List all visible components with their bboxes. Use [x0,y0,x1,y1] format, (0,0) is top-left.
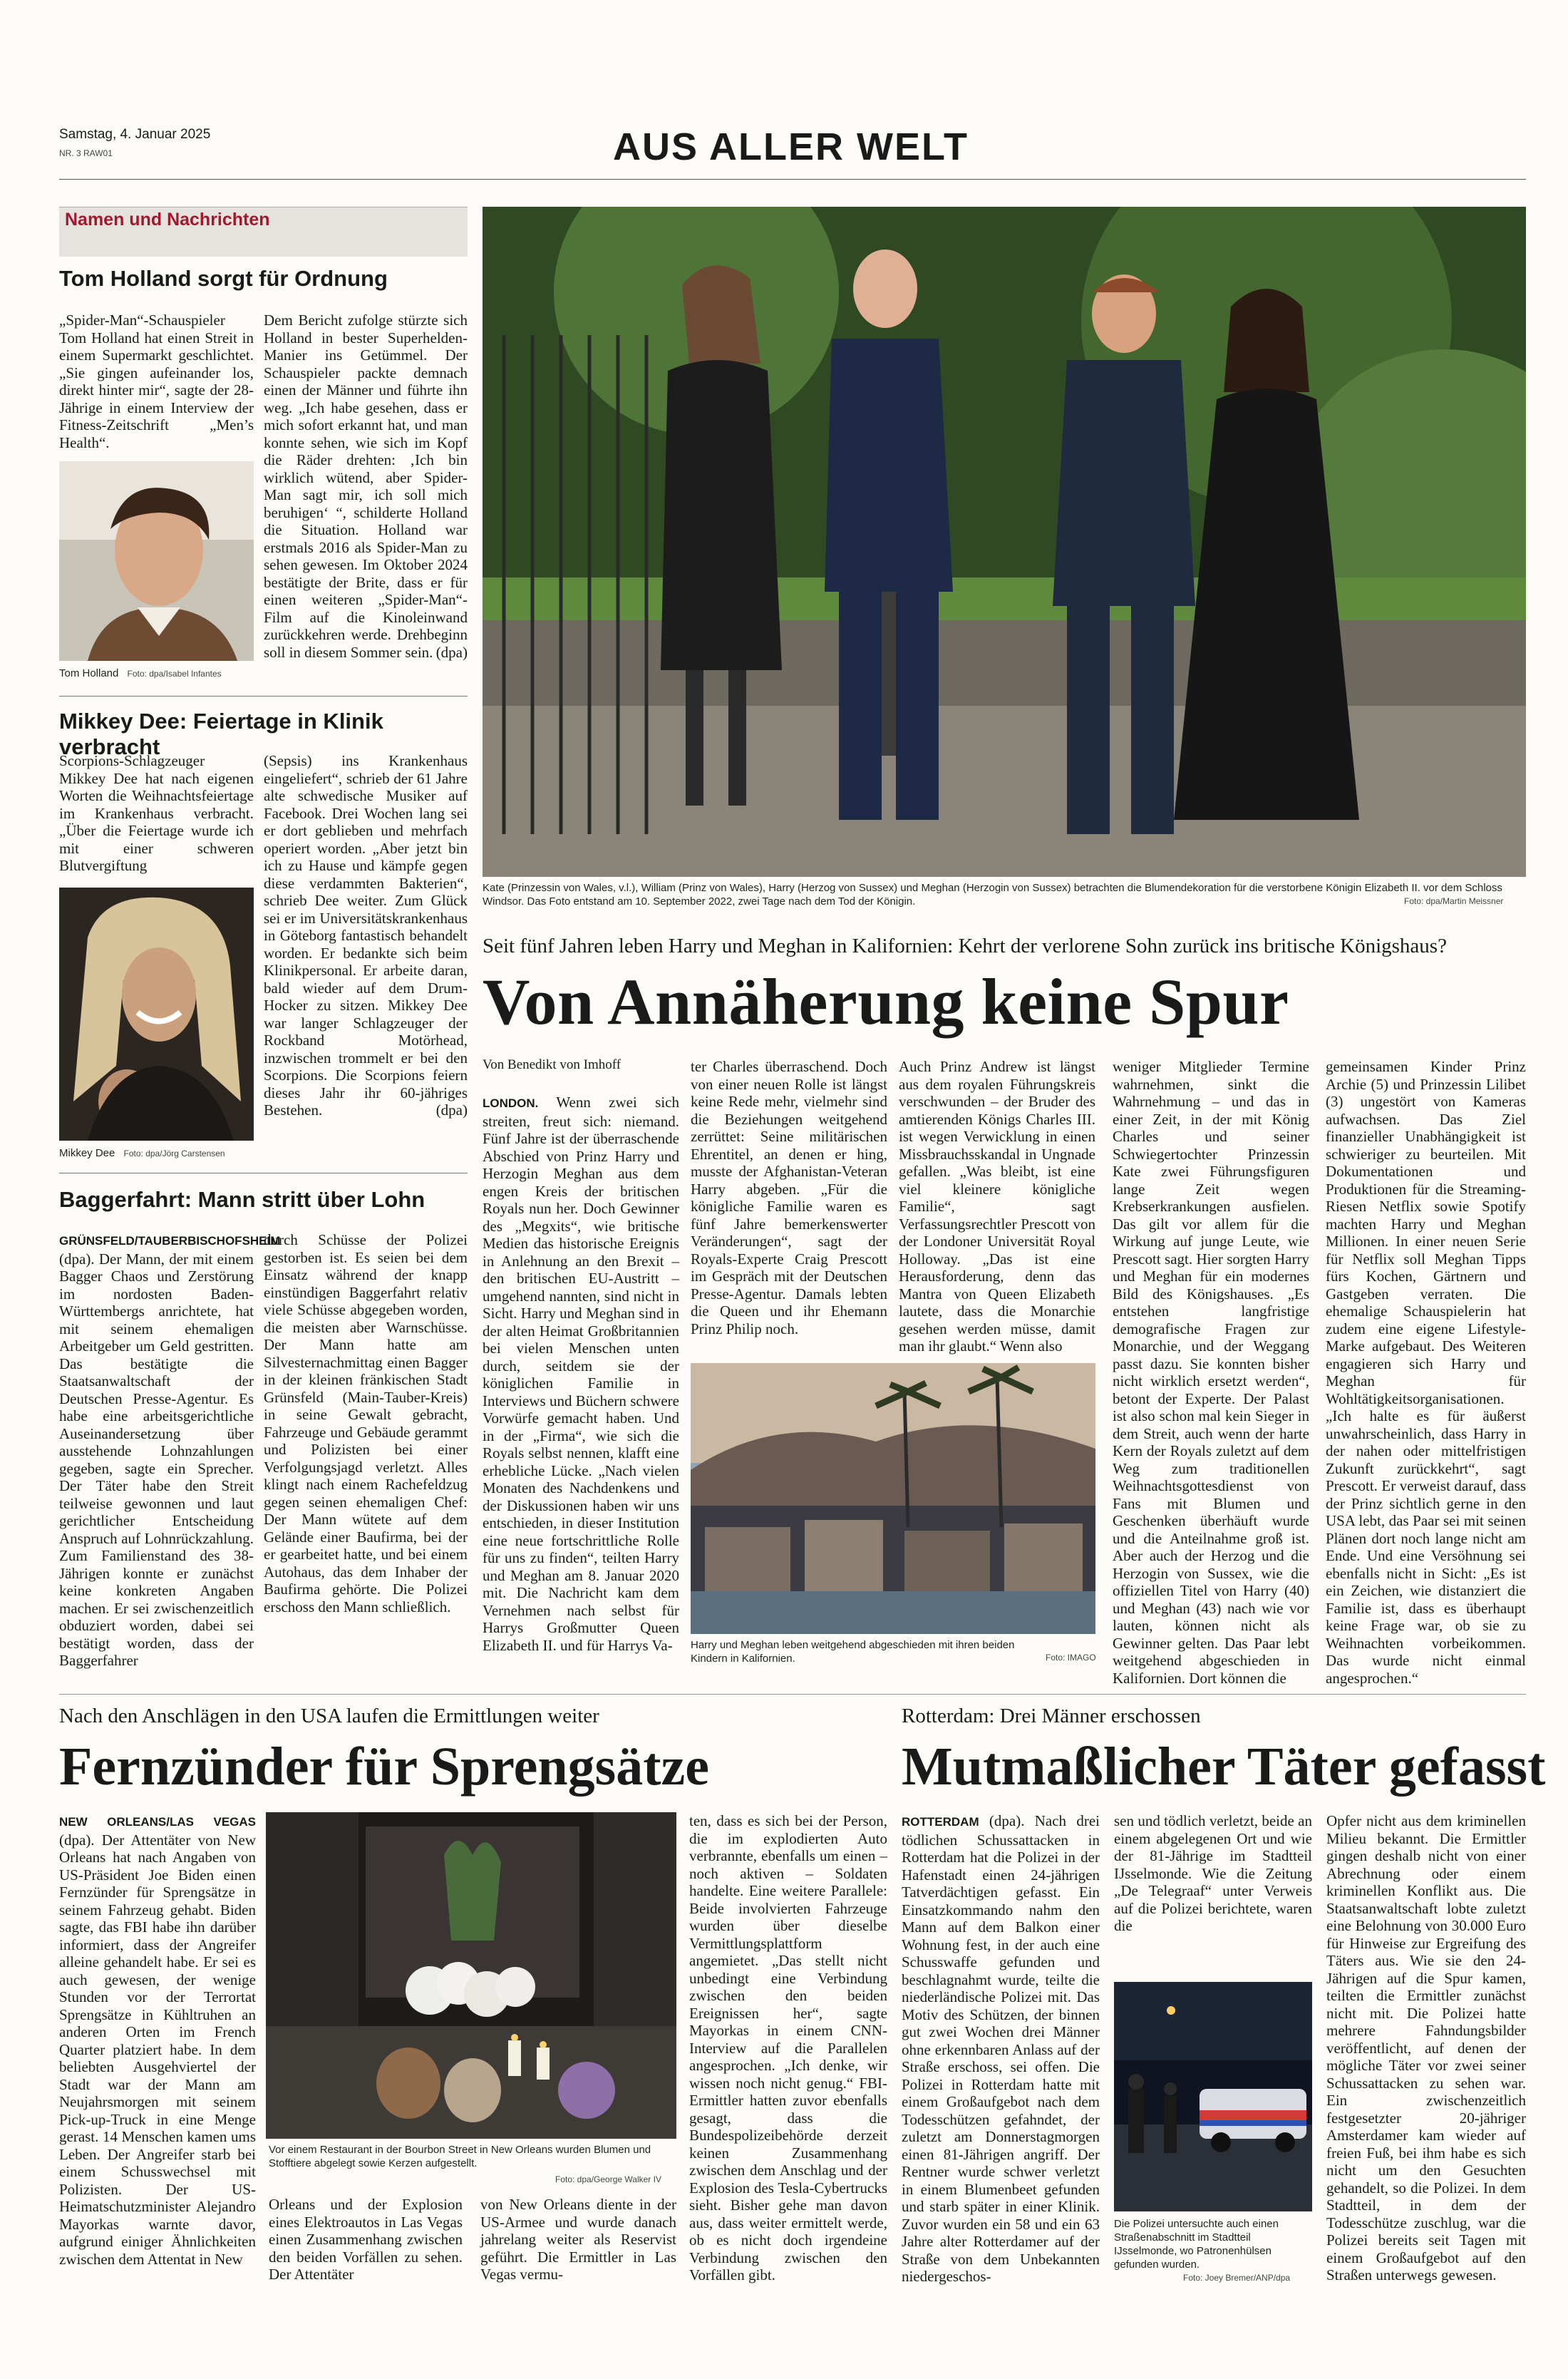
royals-photo-credit: Foto: dpa/Martin Meissner [1404,896,1504,906]
usa-col1-text: (dpa). Der Attentäter von New Orleans hat nach Angaben von US-Präsident Joe Biden einen Fernzünder für Sprengsätze in seinem Fahrzeug gehabt. Biden sagte, das FBI habe ihn darüber informiert, dass der Angreifer alleine gehandelt habe. Er sei es auch gewesen, der wenige Stunden vor der Terrortat Sprengsätze in Kühltruhen an anderen Orten im French Quarter platziert habe. In dem beliebten Ausgehviertel der Stadt war der Mann am Neujahrsmorgen mit seinem Pick-up-Truck in eine Menge gerast. 14 Menschen kamen ums Leben. Der Angreifer starb bei einem Schusswechsel mit Polizisten. Der US-Heimatschutzminister Alejandro Mayorkas warnte davor, aufgrund einiger Ähnlichkeiten zwischen dem Attentat in New [59,1831,256,2268]
new-orleans-credit: Foto: dpa/George Walker IV [555,2174,661,2184]
dee-col2 [264,752,468,1119]
bagger-col2: durch Schüsse der Polizei gestorben ist. Es seien bei dem Einsatz während der knapp einstündigen Baggerfahrt relativ viele Schüsse abgegeben worden, die meisten aber Warnschüsse. Der Mann hatte am Silvesternachmittag einen Bagger in der kleinen fränkischen Stadt Grünsfeld (Main-Tauber-Kreis) in seine Gewalt gebracht, Fahrzeuge und Gebäude gerammt und Polizisten bei einer Verfolgungsjagd verletzt. Alles klingt nach einem Rachefeldzug gegen seinen ehemaligen Chef: Der Mann wütete auf dem Gelände einer Baufirma, bei der er gearbeitet hatte, und bei einem Autohaus, das dem Inhaber der Baufirma gehörte. Die Polizei erschoss den Mann schließlich. [264,1231,468,1615]
holland-caption [59,667,254,681]
header-rule [59,179,1526,180]
holland-col2 [264,312,468,661]
rotterdam-dateline: ROTTERDAM [902,1815,979,1829]
royals-dateline: LONDON. [483,1096,539,1110]
usa-headline: Fernzünder für Sprengsätze [59,1737,709,1797]
bottom-section-rule [59,1694,1526,1695]
names-box-label-bar [59,207,468,257]
holland-col1: „Spider-Man“-Schauspieler Tom Holland hat einen Streit in einem Supermarkt geschlichtet. „Sie gingen aufeinander los, direkt hinter mir“, sagte der 28-Jährige in einem Interview der Fitness-Zeitschrift „Men’s Health“. [59,312,254,451]
dee-title: Mikkey Dee: Feiertage in Klinik verbracht [59,709,383,759]
new-orleans-caption: Vor einem Restaurant in der Bourbon Street in New Orleans wurden Blumen und Stofftiere abgelegt sowie Kerzen aufgestellt. [269,2144,651,2169]
rotterdam-col3: Opfer nicht aus dem kriminellen Milieu bekannt. Die Ermittler gingen deshalb nicht von einer Abrechnung oder einem kriminellen Konflikt aus. Die Staatsanwaltschaft lobte zuletzt eine Belohnung von 30.000 Euro für Hinweise zur Ergreifung des Täters aus. Wie sie den 24-Jährigen auf die Spur kamen, teilten die Ermittler zunächst nicht mit. Die Polizei hatte mehrere Fahndungsbilder veröffentlicht, auf denen der mögliche Täter vor zwei seiner Schussattacken zu sehen war. Ein zwischenzeitlich festgesetzter 20-jähriger Amsterdamer kam wieder auf freien Fuß, bei ihm habe es sich nicht um den Gesuchten gehandelt, so die Polizei. In dem Stadtteil, in dem der Todesschütze zuschlug, war die Polizei bereits seit Tagen mit einem Großaufgebot auf den Straßen unterwegs gewesen. [1326,1812,1526,2283]
issue-date: Samstag, 4. Januar 2025 [59,127,211,142]
usa-dateline: NEW ORLEANS/LAS VEGAS [59,1815,256,1829]
dee-photo [59,888,254,1141]
rotterdam-col2a: sen und tödlich verletzt, beide an einem abgelegenen Ort und wie der 81-Jährige im Stadtteil IJsselmonde. Wie die Zeitung „De Telegraaf“ unter Verweis auf die Polizei berichtete, waren die [1114,1812,1312,1934]
royals-kicker: Seit fünf Jahren leben Harry und Meghan in Kalifornien: Kehrt der verlorene Sohn zurück ins britische Königshaus? [483,935,1447,957]
dee-agency: (dpa) [435,1101,468,1119]
rotterdam-caption: Die Polizei untersuchte auch einen Straßenabschnitt im Stadtteil IJsselmonde, wo Patronenhülsen gefunden wurden. [1114,2218,1279,2271]
bagger-col1 [59,1231,281,1670]
california-caption: Harry und Meghan leben weitgehend abgeschieden mit ihren beiden Kindern in Kalifornien. [691,1639,1015,1665]
bagger-col1-text: (dpa). Der Mann, der mit einem Bagger Chaos und Zerstörung im nordosten Baden-Württembergs anrichtete, hat mit seinem ehemaligen Arbeitgeber um Geld gestritten. Das bestätigte die Staatsanwaltschaft der Deutschen Presse-Agentur. Es habe eine arbeitsgerichtliche Auseinandersetzung über ausstehende Lohnzahlungen gegeben, sagte ein Sprecher. Der Täter habe den Streit teilweise gewonnen und laut gerichtlicher Entscheidung Anspruch auf Lohnrückzahlung. Zum Familienstand des 38-Jährigen konnte er zunächst keine konkreten Angaben machen. Er sei zwischenzeitlich obduziert worden, dabei sei bestätigt worden, dass der Baggerfahrer [59,1250,254,1669]
dee-caption-name: Mikkey Dee [59,1147,115,1159]
california-credit: Foto: IMAGO [1046,1653,1096,1663]
royals-col1 [483,1094,679,1654]
divider-holland-dee [59,696,468,697]
holland-caption-name: Tom Holland [59,667,119,679]
rotterdam-col1-text: (dpa). Nach drei tödlichen Schussattacken in Rotterdam hat die Polizei in der Hafenstadt einen 24-jährigen Tatverdächtigen gefasst. Ein Einsatzkommando nahm den Mann auf dem Balkon einer Wohnung fest, in der auch eine Schusswaffe gefunden und beschlagnahmt wurde, teilte die niederländische Polizei mit. Das Motiv des Schützen, der binnen gut zwei Wochen drei Männer ohne erkennbaren Anlass auf der Straße erschoss, sei offen. Die Polizei in Rotterdam hatte mit einem Großaufgebot nach dem Todesschützen gefahndet, der zuletzt am Donnerstagmorgen einen 81-Jährigen angriff. Der Rentner wurde schwer verletzt in einem Blumenbeet gefunden und starb später in einer Klinik. Zuvor wurden ein 58 und ein 63 Jahre alter Rotterdamer auf der Straße von dem Unbekannten niedergeschos- [902,1812,1100,2285]
usa-col1 [59,1812,256,2268]
royals-col3: Auch Prinz Andrew ist längst aus dem royalen Führungskreis verschwunden – der Bruder des amtierenden Königs Charles III. ist wegen Verwicklung in einen Missbrauchsskandal in Ungnade gefallen. „Was bleibt, ist eine viel kleinere königliche Familie“, sagt Verfassungsrechtler Prescott von der Londoner Universität Royal Holloway. „Das ist eine Herausforderung, denn das Mantra von Queen Elizabeth lautete, dass die Monarchie gesehen werden müsse, damit man ihr glaubt.“ Wenn also [899,1058,1095,1355]
royals-headline: Von Annäherung keine Spur [483,965,1289,1038]
dee-col2-text: (Sepsis) ins Krankenhaus eingeliefert“, schrieb der 61 Jahre alte schwedische Musiker auf Facebook. Drei Wochen lang sei er dort geblieben und mehrfach operiert worden. „Aber jetzt bin ich zu Hause und kämpfe gegen diese verdammten Bakterien“, schrieb Dee weiter. Zum Glück sei er im Universitätskrankenhaus in Göteborg fantastisch behandelt worden. Er bedankte sich beim Klinikpersonal. Er arbeite daran, bald wieder auf dem Drum-Hocker zu sitzen. Mikkey Dee war langer Schlagzeuger der Rockband Motörhead, inzwischen trommelt er bei den Scorpions. Die Scorpions feiern dieses Jahr ihr 60-jähriges Bestehen. [264,752,468,1119]
rotterdam-kicker: Rotterdam: Drei Männer erschossen [902,1705,1201,1727]
usa-bottom2: von New Orleans diente in der US-Armee und wurde danach jahrelang weiter als Reservist geführt. Die Ermittler in Las Vegas vermu- [480,2196,676,2283]
royals-col5: gemeinsamen Kinder Prinz Archie (5) und Prinzessin Lilibet (3) ungestört von Kameras aufwachsen. Das Ziel finanzieller Unabhängigkeit ist schwieriger zu beurteilen. Mit Dokumentationen und Produktionen für die Streaming-Riesen Netflix sowie Spotify machten Harry und Meghan Millionen. In einer neuen Serie für Netflix soll Meghan Tipps fürs Kochen, Gärtnern und Gastgeben verraten. Die ehemalige Schauspielerin hat zudem eine eigene Lifestyle-Marke aufgebaut. Des Weiteren engagieren sich Harry und Meghan für Wohltätigkeitsorganisationen. „Ich halte es für äußerst unwahrscheinlich, dass Harry in der nahen oder mittelfristigen Zukunft zurückkehrt“, sagt Prescott. Er verweist darauf, dass der Prinz sichtlich gerne in den USA lebt, das Paar sei mit seinen Plänen dort noch lange nicht am Ende. Und eine Versöhnung sei ebenfalls nicht in Sicht: „Es ist ein Zeichen, wie distanziert die Familie ist, dass es überhaupt keine Frage war, ob sie zu Weihnachten vorbeikommen. Das wurde nicht einmal angesprochen.“ [1326,1058,1526,1687]
usa-bottom1: Orleans und der Explosion eines Elektroautos in Las Vegas einen Zusammenhang zwischen den beiden Vorfällen zu sehen. Der Attentäter [269,2196,463,2283]
royals-byline: Von Benedikt von Imhoff [483,1057,621,1072]
rotterdam-col1 [902,1812,1100,2286]
holland-photo-credit: Foto: dpa/Isabel Infantes [127,669,222,679]
california-photo [691,1363,1095,1634]
dee-photo-credit: Foto: dpa/Jörg Carstensen [123,1149,225,1158]
usa-kicker: Nach den Anschlägen in den USA laufen die Ermittlungen weiter [59,1705,599,1727]
names-box-label: Namen und Nachrichten [65,210,270,230]
rotterdam-photo [1114,1982,1312,2211]
royals-photo-caption: Kate (Prinzessin von Wales, v.l.), William (Prinz von Wales), Harry (Herzog von Sussex) und Meghan (Herzogin von Sussex) betrachten die Blumendekoration für die verstorbene Königin Elizabeth II. vor dem Schloss Windsor. Das Foto entstand am 10. September 2022, zwei Tage nach dem Tod der Königin. [483,882,1502,908]
new-orleans-photo [266,1812,676,2139]
usa-col2: ten, dass es sich bei der Person, die im explodierten Auto verbrannte, ebenfalls um einen – noch aktiven – Soldaten handelte. Eine weitere Parallele: Beide involvierten Fahrzeuge wurden über dieselbe Vermittlungsplattform angemietet. „Das stellt nicht unbedingt eine Verbindung zwischen den beiden Ereignissen her“, sagte Mayorkas in einem CNN-Interview auf die Parallelen angesprochen. „Ich denke, wir wissen noch nicht genug.“ FBI-Ermittler hatten zuvor ebenfalls gesagt, dass die Bundespolizeibehörde derzeit keinen Zusammenhang zwischen dem Anschlag und der Explosion des Tesla-Cybertrucks sieht. Bisher gehe man davon aus, dass weiter ermittelt werde, ob es nicht doch irgendeine Verbindung zwischen den Vorfällen gibt. [689,1812,887,2283]
holland-col2-text: Dem Bericht zufolge stürzte sich Holland in bester Superhelden-Manier ins Getümmel. Der Schauspieler packte demnach einen der Männer und führte ihn weg. „Ich habe gesehen, dass er mich sofort erkannt hat, und man konnte sehen, wie sich im Kopf die Räder drehten: ‚Ich bin wirklich wütend, aber Spider-Man sagt mir, ich soll mich beruhigen‘ “, schilderte Holland die Situation. Holland war erstmals 2016 als Spider-Man zu sehen gewesen. Im Oktober 2024 bestätigte der Brite, dass er für einen weiteren „Spider-Man“-Film auf die Kinoleinwand zurückkehren werde. Drehbeginn soll in diesem Sommer sein. [264,312,468,661]
dee-caption [59,1146,254,1161]
section-title: AUS ALLER WELT [613,125,969,168]
bagger-dateline: GRÜNSFELD/TAUBERBISCHOFSHEIM [59,1234,281,1248]
holland-agency: (dpa) [435,643,468,661]
rotterdam-headline: Mutmaßlicher Täter gefasst [902,1737,1546,1797]
royals-col1-text: Wenn zwei sich streiten, freut sich: niemand. Fünf Jahre ist der überraschende Abschied von Prinz Harry und Herzogin Meghan aus dem engen Kreis der britischen Royals nun her. Doch Gewinner des „Megxits“, wie britische Medien das historische Ereignis in Anlehnung an den Brexit – den britischen EU-Austritt – umgehend nannten, sind nicht in Sicht. Harry und Meghan sind in der alten Heimat Großbritannien bei vielen Menschen unten durch, seitdem sie der königlichen Familie in Interviews und Büchern schwere Vorwürfe gemacht haben. Und in der „Firma“, wie sich die Royals selbst nennen, klafft eine erhebliche Lücke. „Nach vielen Monaten des Nachdenkens und der Diskussionen haben wir uns entschieden, in dieser Institution eine neue fortschrittliche Rolle für uns zu finden“, teilten Harry und Meghan am 8. Januar 2020 mit. Die Nachricht kam dem Vernehmen nach selbst für Harrys Großmutter Queen Elizabeth II. und für Harrys Va- [483,1094,680,1654]
bagger-title: Baggerfahrt: Mann stritt über Lohn [59,1187,425,1212]
royals-col4: weniger Mitglieder Termine wahrnehmen, sinkt die Wahrnehmung – und das in einer Zeit, in der mit König Charles und seiner Schwiegertochter Prinzessin Kate zwei Führungsfiguren lange Zeit wegen Krebserkrankungen ausfielen. Das gilt vor allem für die Wirkung auf junge Leute, wie Prescott sagt. Hier sorgten Harry und Meghan für ein modernes Bild des Königshauses. „Es entstehen langfristige demografische Fragen zur Monarchie, und der Weggang passt dazu. Sie konnten bisher nicht wirklich ersetzt werden“, betont der Experte. Der Palast ist also schon mal kein Sieger in dem Streit, auch wenn der harte Kern der Royals zuletzt auf dem Weg zum traditionellen Weihnachtsgottesdienst von Fans mit Blumen und Geschenken überhäuft wurde und die Anteilnahme groß ist. Aber auch der Herzog und die Herzogin von Sussex, wie die offiziellen Titel von Harry (40) und Meghan (43) nach wie vor lauten, können nicht als Gewinner gelten. Das Paar lebt weitgehend abgeschieden in Kalifornien. Dort können die [1113,1058,1309,1687]
edition-number: NR. 3 RAW01 [59,148,113,158]
holland-photo [59,461,254,661]
holland-title: Tom Holland sorgt für Ordnung [59,266,388,291]
rotterdam-credit: Foto: Joey Bremer/ANP/dpa [1183,2273,1291,2283]
royals-col2: ter Charles überraschend. Doch von einer neuen Rolle ist längst keine Rede mehr, vielmehr sind die Beziehungen weitgehend zerrüttet: Seine militärischen Ehrentitel, an denen er hing, musste der Afghanistan-Veteran Harry abgeben. „Für die königliche Familie waren es fünf Jahre bemerkenswerter Veränderungen“, sagt der Royals-Experte Craig Prescott im Gespräch mit der Deutschen Presse-Agentur. Damals lebten die Queen und ihr Ehemann Prinz Philip noch. [691,1058,887,1337]
royals-photo [483,207,1526,877]
dee-col1: Scorpions-Schlagzeuger Mikkey Dee hat nach eigenen Worten die Weihnachtsfeiertage im Krankenhaus verbracht. „Über die Feiertage wurde ich mit einer schweren Blutvergiftung [59,752,254,874]
